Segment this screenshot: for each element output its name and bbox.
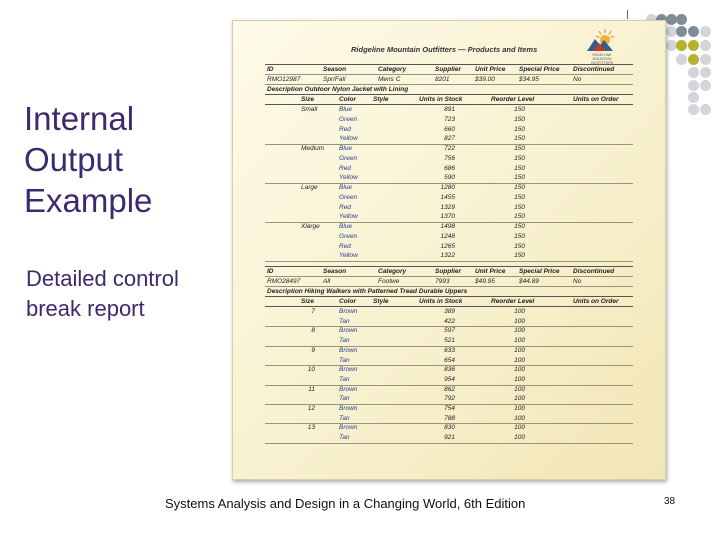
- product-field: 7993: [435, 278, 450, 285]
- item-color: Tan: [339, 395, 350, 403]
- item-reorder: 100: [514, 375, 525, 383]
- item-header: Color: [339, 96, 356, 103]
- item-stock: 754: [444, 405, 455, 412]
- product-field: $39.00: [475, 76, 495, 83]
- item-color: Red: [339, 125, 351, 133]
- decorative-dot: [700, 26, 711, 37]
- item-stock: 954: [444, 375, 455, 383]
- item-reorder: 150: [514, 125, 525, 133]
- item-stock: 830: [444, 424, 455, 432]
- item-color: Tan: [339, 375, 350, 383]
- slide-title-line: Output: [24, 141, 124, 178]
- item-reorder: 150: [514, 242, 525, 250]
- decorative-dot: [688, 80, 699, 91]
- decorative-dot: [688, 67, 699, 78]
- item-stock: 836: [444, 366, 455, 374]
- item-reorder: 100: [514, 356, 525, 364]
- item-header: Size: [301, 298, 315, 305]
- item-size: 12: [307, 405, 315, 412]
- decorative-dot: [676, 26, 687, 37]
- item-color: Blue: [339, 106, 353, 113]
- decorative-dot: [688, 26, 699, 37]
- decorative-dot: [676, 14, 687, 25]
- item-color: Tan: [339, 414, 350, 422]
- product-field: RMO12987: [267, 76, 301, 83]
- product-header: Category: [378, 66, 407, 73]
- product-field: Spr/Fall: [323, 76, 346, 83]
- item-reorder: 150: [514, 193, 525, 201]
- product-description: Description Hiking Walkers with Patterned Tread Durable Uppers: [267, 288, 468, 295]
- item-header: Reorder Level: [491, 96, 535, 103]
- slide-subtitle-line: Detailed control: [26, 266, 179, 291]
- product-field: No: [573, 278, 582, 285]
- item-size: 7: [311, 308, 315, 315]
- item-header: Style: [373, 96, 389, 103]
- decorative-dot: [676, 40, 687, 51]
- decorative-dot: [700, 104, 711, 115]
- item-color: Brown: [339, 346, 358, 354]
- mountain-sun-logo-icon: [587, 27, 615, 53]
- item-color: Blue: [339, 223, 353, 230]
- slide-title-line: Internal: [24, 100, 135, 137]
- product-field: RMO28497: [267, 278, 301, 285]
- item-reorder: 100: [514, 327, 525, 335]
- report-rule: [265, 296, 633, 297]
- item-header: Color: [339, 298, 356, 305]
- item-size: Xlarge: [301, 223, 320, 230]
- report-image: [232, 20, 666, 480]
- product-header: Unit Price: [475, 66, 506, 73]
- item-size: 10: [307, 366, 315, 374]
- product-header: ID: [267, 66, 274, 73]
- item-header: Units on Order: [573, 96, 619, 103]
- item-stock: 722: [444, 145, 455, 152]
- report-rule: [265, 94, 633, 95]
- item-stock: 633: [444, 346, 455, 354]
- item-size: 11: [308, 385, 315, 393]
- product-field: All: [323, 278, 331, 285]
- product-header: Special Price: [519, 268, 560, 275]
- item-color: Green: [339, 232, 358, 240]
- product-field: Mens C: [378, 76, 401, 83]
- item-stock: 788: [444, 414, 455, 422]
- item-reorder: 100: [514, 366, 525, 374]
- product-header: Discontinued: [573, 66, 615, 73]
- item-reorder: 150: [514, 203, 525, 211]
- item-reorder: 100: [514, 424, 525, 432]
- item-stock: 723: [444, 115, 455, 123]
- item-stock: 686: [444, 164, 455, 172]
- item-stock: 921: [444, 434, 455, 442]
- item-color: Red: [339, 164, 351, 172]
- item-reorder: 100: [514, 405, 525, 412]
- report-rule: [265, 286, 633, 287]
- item-color: Tan: [339, 434, 350, 442]
- product-header: Category: [378, 268, 407, 275]
- item-reorder: 150: [514, 174, 525, 182]
- slide-title-line: Example: [24, 182, 153, 219]
- item-stock: 891: [444, 106, 455, 113]
- product-field: Footwe: [378, 278, 400, 285]
- product-field: $34.95: [519, 76, 539, 83]
- decorative-dot: [700, 80, 711, 91]
- item-color: Yellow: [339, 252, 358, 260]
- report-rule: [265, 266, 633, 267]
- report-rule: [265, 104, 633, 105]
- item-stock: 1322: [440, 252, 455, 260]
- item-stock: 1280: [440, 184, 455, 191]
- item-size: 8: [311, 327, 315, 335]
- item-color: Brown: [339, 405, 358, 412]
- item-color: Brown: [339, 366, 358, 374]
- decorative-dot: [688, 92, 699, 103]
- item-size: 13: [307, 424, 315, 432]
- item-reorder: 100: [514, 414, 525, 422]
- item-reorder: 150: [514, 154, 525, 162]
- item-color: Green: [339, 154, 358, 162]
- decorative-dot: [688, 40, 699, 51]
- product-field: $44.89: [519, 278, 539, 285]
- item-stock: 654: [444, 356, 455, 364]
- decorative-dot: [700, 67, 711, 78]
- item-reorder: 150: [514, 106, 525, 113]
- item-reorder: 150: [514, 135, 525, 143]
- report-rule: [265, 443, 633, 444]
- slide-title: [24, 98, 224, 221]
- item-color: Tan: [339, 337, 350, 345]
- product-header: Supplier: [435, 268, 462, 275]
- product-header: ID: [267, 268, 274, 275]
- item-color: Blue: [339, 184, 353, 191]
- slide-footer: Systems Analysis and Design in a Changing World, 6th Edition: [165, 496, 526, 511]
- item-color: Red: [339, 242, 351, 250]
- item-stock: 1265: [440, 242, 455, 250]
- item-reorder: 150: [514, 223, 525, 230]
- logo-text: RIDGELINE MOUNTAIN OUTFITTERS: [590, 53, 614, 65]
- item-color: Brown: [339, 327, 358, 335]
- report-rule: [265, 276, 633, 277]
- item-stock: 792: [444, 395, 455, 403]
- item-stock: 1455: [440, 193, 455, 201]
- item-stock: 1248: [440, 232, 455, 240]
- item-size: Small: [301, 106, 318, 113]
- product-header: Discontinued: [573, 268, 615, 275]
- item-stock: 756: [444, 154, 455, 162]
- item-color: Tan: [339, 317, 350, 325]
- item-size: Large: [301, 184, 318, 191]
- item-stock: 389: [444, 308, 455, 315]
- report-rule: [265, 74, 633, 75]
- decorative-dot: [688, 104, 699, 115]
- item-color: Tan: [339, 356, 350, 364]
- product-header: Special Price: [519, 66, 560, 73]
- item-header: Size: [301, 96, 315, 103]
- decorative-dot: [700, 40, 711, 51]
- item-stock: 827: [444, 135, 455, 143]
- item-stock: 1498: [440, 223, 455, 230]
- item-reorder: 150: [514, 213, 525, 221]
- slide-subtitle-line: break report: [26, 296, 145, 321]
- item-stock: 590: [444, 174, 455, 182]
- report-title: Ridgeline Mountain Outfitters — Products and Items: [351, 45, 538, 54]
- item-header: Units in Stock: [419, 298, 463, 305]
- item-color: Green: [339, 193, 358, 201]
- item-reorder: 150: [514, 115, 525, 123]
- item-reorder: 150: [514, 145, 525, 152]
- item-reorder: 100: [514, 317, 525, 325]
- decorative-dot: [700, 54, 711, 65]
- item-reorder: 150: [514, 184, 525, 191]
- item-stock: 521: [444, 337, 455, 345]
- item-stock: 660: [444, 125, 455, 133]
- product-header: Unit Price: [475, 268, 506, 275]
- product-field: No: [573, 76, 582, 83]
- decorative-dot: [688, 54, 699, 65]
- item-stock: 862: [444, 385, 455, 393]
- item-color: Brown: [339, 308, 358, 315]
- item-reorder: 100: [514, 308, 525, 315]
- product-header: Season: [323, 268, 347, 275]
- corner-tick-mark: [627, 10, 628, 19]
- item-header: Reorder Level: [491, 298, 535, 305]
- item-header: Units in Stock: [419, 96, 463, 103]
- report-rule: [265, 64, 633, 65]
- item-color: Yellow: [339, 135, 358, 143]
- item-size: Medium: [301, 145, 325, 152]
- item-reorder: 100: [514, 434, 525, 442]
- product-field: 8201: [435, 76, 450, 83]
- item-size: 9: [311, 346, 315, 354]
- item-color: Yellow: [339, 174, 358, 182]
- report-rule: [265, 84, 633, 85]
- item-color: Brown: [339, 424, 358, 432]
- item-stock: 422: [444, 317, 455, 325]
- item-color: Yellow: [339, 213, 358, 221]
- item-reorder: 150: [514, 164, 525, 172]
- product-field: $49.95: [475, 278, 495, 285]
- decorative-dot: [676, 54, 687, 65]
- item-color: Blue: [339, 145, 353, 152]
- item-header: Style: [373, 298, 389, 305]
- item-color: Green: [339, 115, 358, 123]
- item-stock: 597: [444, 327, 455, 335]
- item-reorder: 150: [514, 252, 525, 260]
- item-reorder: 100: [514, 346, 525, 354]
- item-reorder: 150: [514, 232, 525, 240]
- product-header: Supplier: [435, 66, 462, 73]
- product-header: Season: [323, 66, 347, 73]
- report-rule: [265, 306, 633, 307]
- product-description: Description Outdoor Nylon Jacket with Lining: [267, 86, 409, 93]
- slide-subtitle: [26, 264, 226, 324]
- item-stock: 1329: [440, 203, 455, 211]
- item-reorder: 100: [514, 395, 525, 403]
- page-number: 38: [664, 496, 676, 507]
- report-rule: [265, 261, 633, 262]
- item-color: Brown: [339, 385, 358, 393]
- item-header: Units on Order: [573, 298, 619, 305]
- item-reorder: 100: [514, 337, 525, 345]
- item-stock: 1370: [440, 213, 455, 221]
- item-color: Red: [339, 203, 351, 211]
- item-reorder: 100: [514, 385, 525, 393]
